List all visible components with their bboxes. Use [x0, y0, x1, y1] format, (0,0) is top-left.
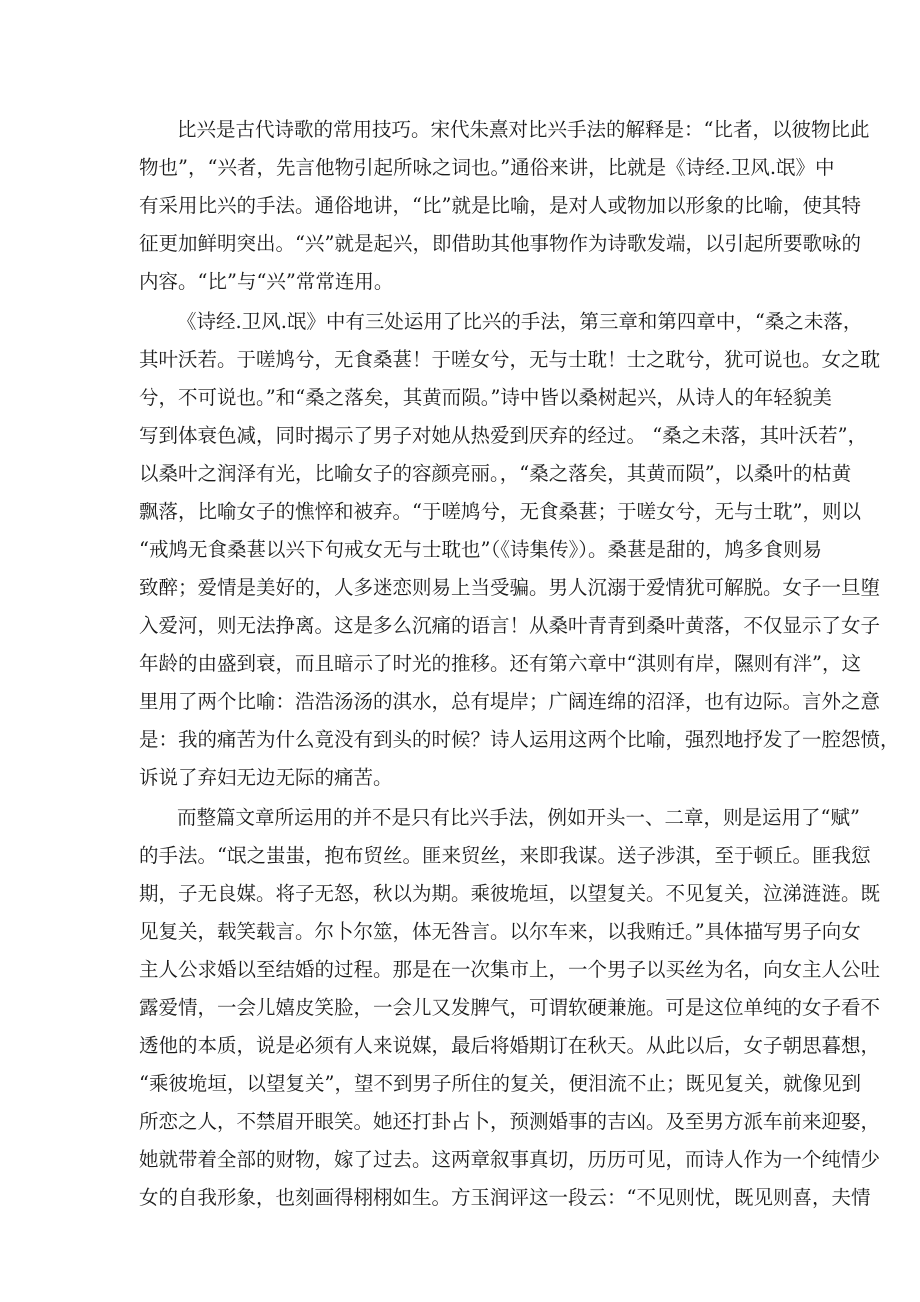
paragraph-3-line-6: 露爱情，一会儿嬉皮笑脸，一会儿又发脾气，可谓软硬兼施。可是这位单纯的女子看不	[139, 996, 881, 1019]
paragraph-3-line-1: 而整篇文章所运用的并不是只有比兴手法，例如开头一、二章，则是运用了“赋”	[177, 806, 860, 829]
paragraph-2-line-13: 诉说了弃妇无边无际的痛苦。	[139, 766, 393, 789]
paragraph-1-line-3: 有采用比兴的手法。通俗地讲，“比”就是比喻，是对人或物加以形象的比喻，使其特	[139, 194, 861, 217]
paragraph-3-line-11: 女的自我形象，也刻画得栩栩如生。方玉润评这一段云：“不见则忧，既见则喜，夫情	[139, 1186, 871, 1209]
paragraph-1-line-4: 征更加鲜明突出。“兴”就是起兴，即借助其他事物作为诗歌发端，以引起所要歌咏的	[139, 232, 861, 255]
paragraph-1-line-1: 比兴是古代诗歌的常用技巧。宋代朱熹对比兴手法的解释是：“比者，以彼物比此	[177, 118, 870, 141]
paragraph-2-line-3: 兮，不可说也。”和“桑之落矣，其黄而陨。”诗中皆以桑树起兴，从诗人的年轻貌美	[139, 386, 832, 409]
paragraph-3-line-3: 期，子无良媒。将子无怒，秋以为期。乘彼垝垣，以望复关。不见复关，泣涕涟涟。既	[139, 882, 881, 905]
paragraph-3-line-4: 见复关，载笑载言。尔卜尔筮，体无咎言。以尔车来，以我贿迁。”具体描写男子向女	[139, 920, 861, 943]
paragraph-2-line-9: 入爱河，则无法挣离。这是多么沉痛的语言！从桑叶青青到桑叶黄落，不仅显示了女子	[139, 614, 881, 637]
paragraph-3-line-10: 她就带着全部的财物，嫁了过去。这两章叙事真切，历历可见，而诗人作为一个纯情少	[139, 1148, 881, 1171]
paragraph-3-line-8: “乘彼垝垣，以望复关”，望不到男子所住的复关，便泪流不止；既见复关，就像见到	[139, 1072, 861, 1095]
paragraph-2-line-6: 飘落，比喻女子的憔悴和被弃。“于嗟鸠兮，无食桑葚；于嗟女兮，无与士耽”，则以	[139, 500, 861, 523]
paragraph-3-line-7: 透他的本质，说是必须有人来说媒，最后将婚期订在秋天。从此以后，女子朝思暮想，	[139, 1034, 881, 1057]
paragraph-2-line-11: 里用了两个比喻：浩浩汤汤的淇水，总有堤岸；广阔连绵的沼泽，也有边际。言外之意	[139, 690, 881, 713]
paragraph-2-line-5: 以桑叶之润泽有光，比喻女子的容颜亮丽。，“桑之落矣，其黄而陨”，以桑叶的枯黄	[139, 462, 852, 485]
paragraph-2-line-2: 其叶沃若。于嗟鸠兮，无食桑葚！于嗟女兮，无与士耽！士之耽兮，犹可说也。女之耽	[139, 348, 881, 371]
paragraph-2-line-4: 写到体衰色减，同时揭示了男子对她从热爱到厌弃的经过。 “桑之未落，其叶沃若”，	[139, 424, 868, 447]
paragraph-3-line-2: 的手法。“氓之蚩蚩，抱布贸丝。匪来贸丝，来即我谋。送子涉淇，至于顿丘。匪我愆	[139, 844, 871, 867]
paragraph-3-line-5: 主人公求婚以至结婚的过程。那是在一次集市上，一个男子以买丝为名，向女主人公吐	[139, 958, 881, 981]
paragraph-1-line-5: 内容。“比”与“兴”常常连用。	[139, 270, 394, 293]
paragraph-2-line-1: 《诗经.卫风.氓》中有三处运用了比兴的手法，第三章和第四章中，“桑之未落，	[177, 310, 863, 333]
paragraph-1-line-2: 物也”，“兴者，先言他物引起所咏之词也。”通俗来讲，比就是《诗经.卫风.氓》中	[139, 156, 835, 179]
paragraph-2-line-12: 是：我的痛苦为什么竟没有到头的时候？诗人运用这两个比喻，强烈地抒发了一腔怨愤，	[139, 728, 900, 751]
paragraph-2-line-7: “戒鸠无食桑葚以兴下句戒女无与士耽也”（《诗集传》）。桑葚是甜的，鸠多食则易	[139, 538, 822, 561]
paragraph-2-line-10: 年龄的由盛到衰，而且暗示了时光的推移。还有第六章中“淇则有岸，隰则有泮”，这	[139, 652, 861, 675]
paragraph-3-line-9: 所恋之人，不禁眉开眼笑。她还打卦占卜，预测婚事的吉凶。及至男方派车前来迎娶，	[139, 1110, 881, 1133]
paragraph-2-line-8: 致醉；爱情是美好的，人多迷恋则易上当受骗。男人沉溺于爱情犹可解脱。女子一旦堕	[139, 576, 881, 599]
